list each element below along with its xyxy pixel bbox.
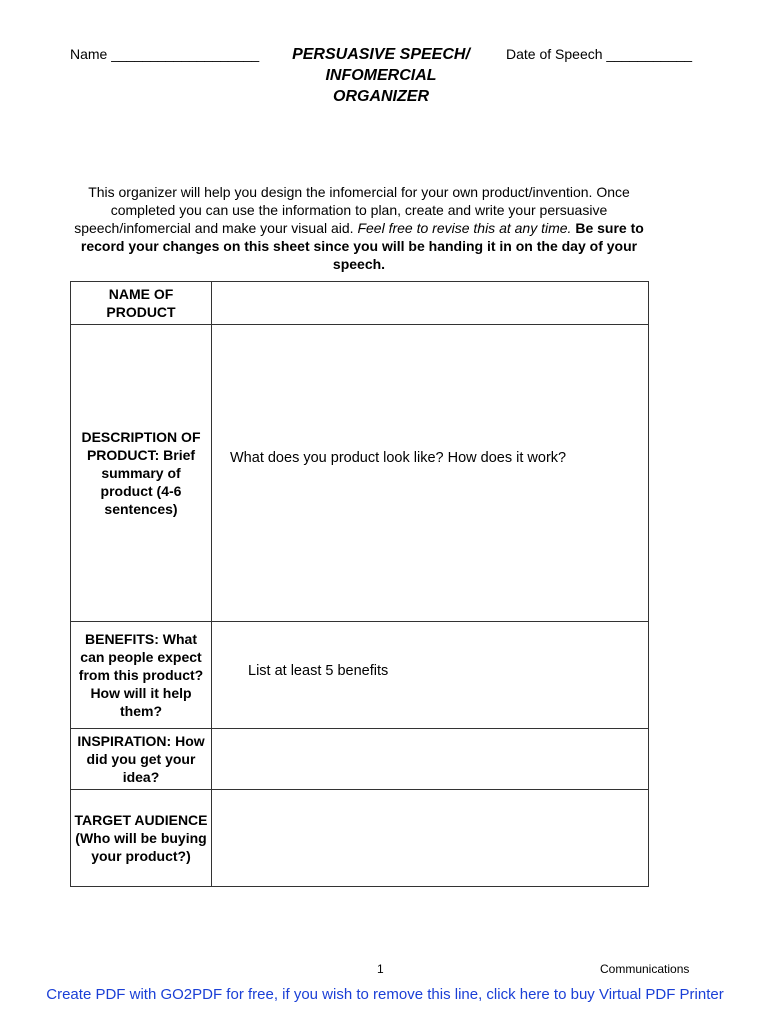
row-name-of-product: [71, 282, 649, 325]
row-label: [71, 325, 212, 622]
intro-paragraph: [70, 183, 648, 273]
intro-bold-note: Be sure to record your changes on this sheet since you will be handing it in on the day of your speech.: [80, 220, 644, 272]
row-inspiration: [71, 729, 649, 790]
organizer-table: [70, 281, 649, 887]
intro-italic-note: Feel free to revise this at any time.: [357, 220, 572, 236]
label-inspiration: INSPIRATION: How did you get your idea?: [77, 733, 205, 785]
row-label: [71, 790, 212, 887]
row-label: [71, 282, 212, 325]
go2pdf-banner-link[interactable]: Create PDF with GO2PDF for free, if you wish to remove this line, click here to buy Virtual PDF Printer: [46, 986, 724, 1003]
inspiration-field[interactable]: [212, 729, 649, 790]
row-label: [71, 729, 212, 790]
name-field-label: Name ___________________: [70, 46, 260, 62]
title-line-1: PERSUASIVE SPEECH/: [292, 46, 470, 63]
intro-text: This organizer will help you design the infomercial for your own product/invention. Once completed you can use the information to plan, create and write your persuasive speech/infomercial and make your visual aid.: [74, 184, 630, 236]
product-name-field[interactable]: [212, 282, 649, 325]
description-field[interactable]: [212, 325, 649, 622]
label-benefits: BENEFITS: What can people expect from this product? How will it help them?: [78, 631, 204, 719]
date-of-speech-label: Date of Speech ___________: [506, 46, 693, 62]
page-number: 1: [377, 962, 384, 976]
target-audience-field[interactable]: [212, 790, 649, 887]
benefits-field[interactable]: [212, 622, 649, 729]
title-line-2: INFOMERCIAL: [325, 67, 437, 84]
row-description: [71, 325, 649, 622]
benefits-hint: List at least 5 benefits: [248, 663, 389, 679]
description-hint: What does you product look like? How does it work?: [230, 450, 567, 466]
go2pdf-banner: [0, 986, 770, 1003]
row-target-audience: [71, 790, 649, 887]
label-target-audience: TARGET AUDIENCE (Who will be buying your product?): [74, 812, 208, 864]
label-name-of-product: NAME OF PRODUCT: [106, 286, 176, 320]
label-description: DESCRIPTION OF PRODUCT: Brief summary of product (4-6 sentences): [81, 429, 201, 517]
footer-section-label: Communications: [600, 962, 690, 976]
row-benefits: [71, 622, 649, 729]
row-label: [71, 622, 212, 729]
document-title: [270, 44, 492, 107]
title-line-3: ORGANIZER: [333, 88, 429, 105]
